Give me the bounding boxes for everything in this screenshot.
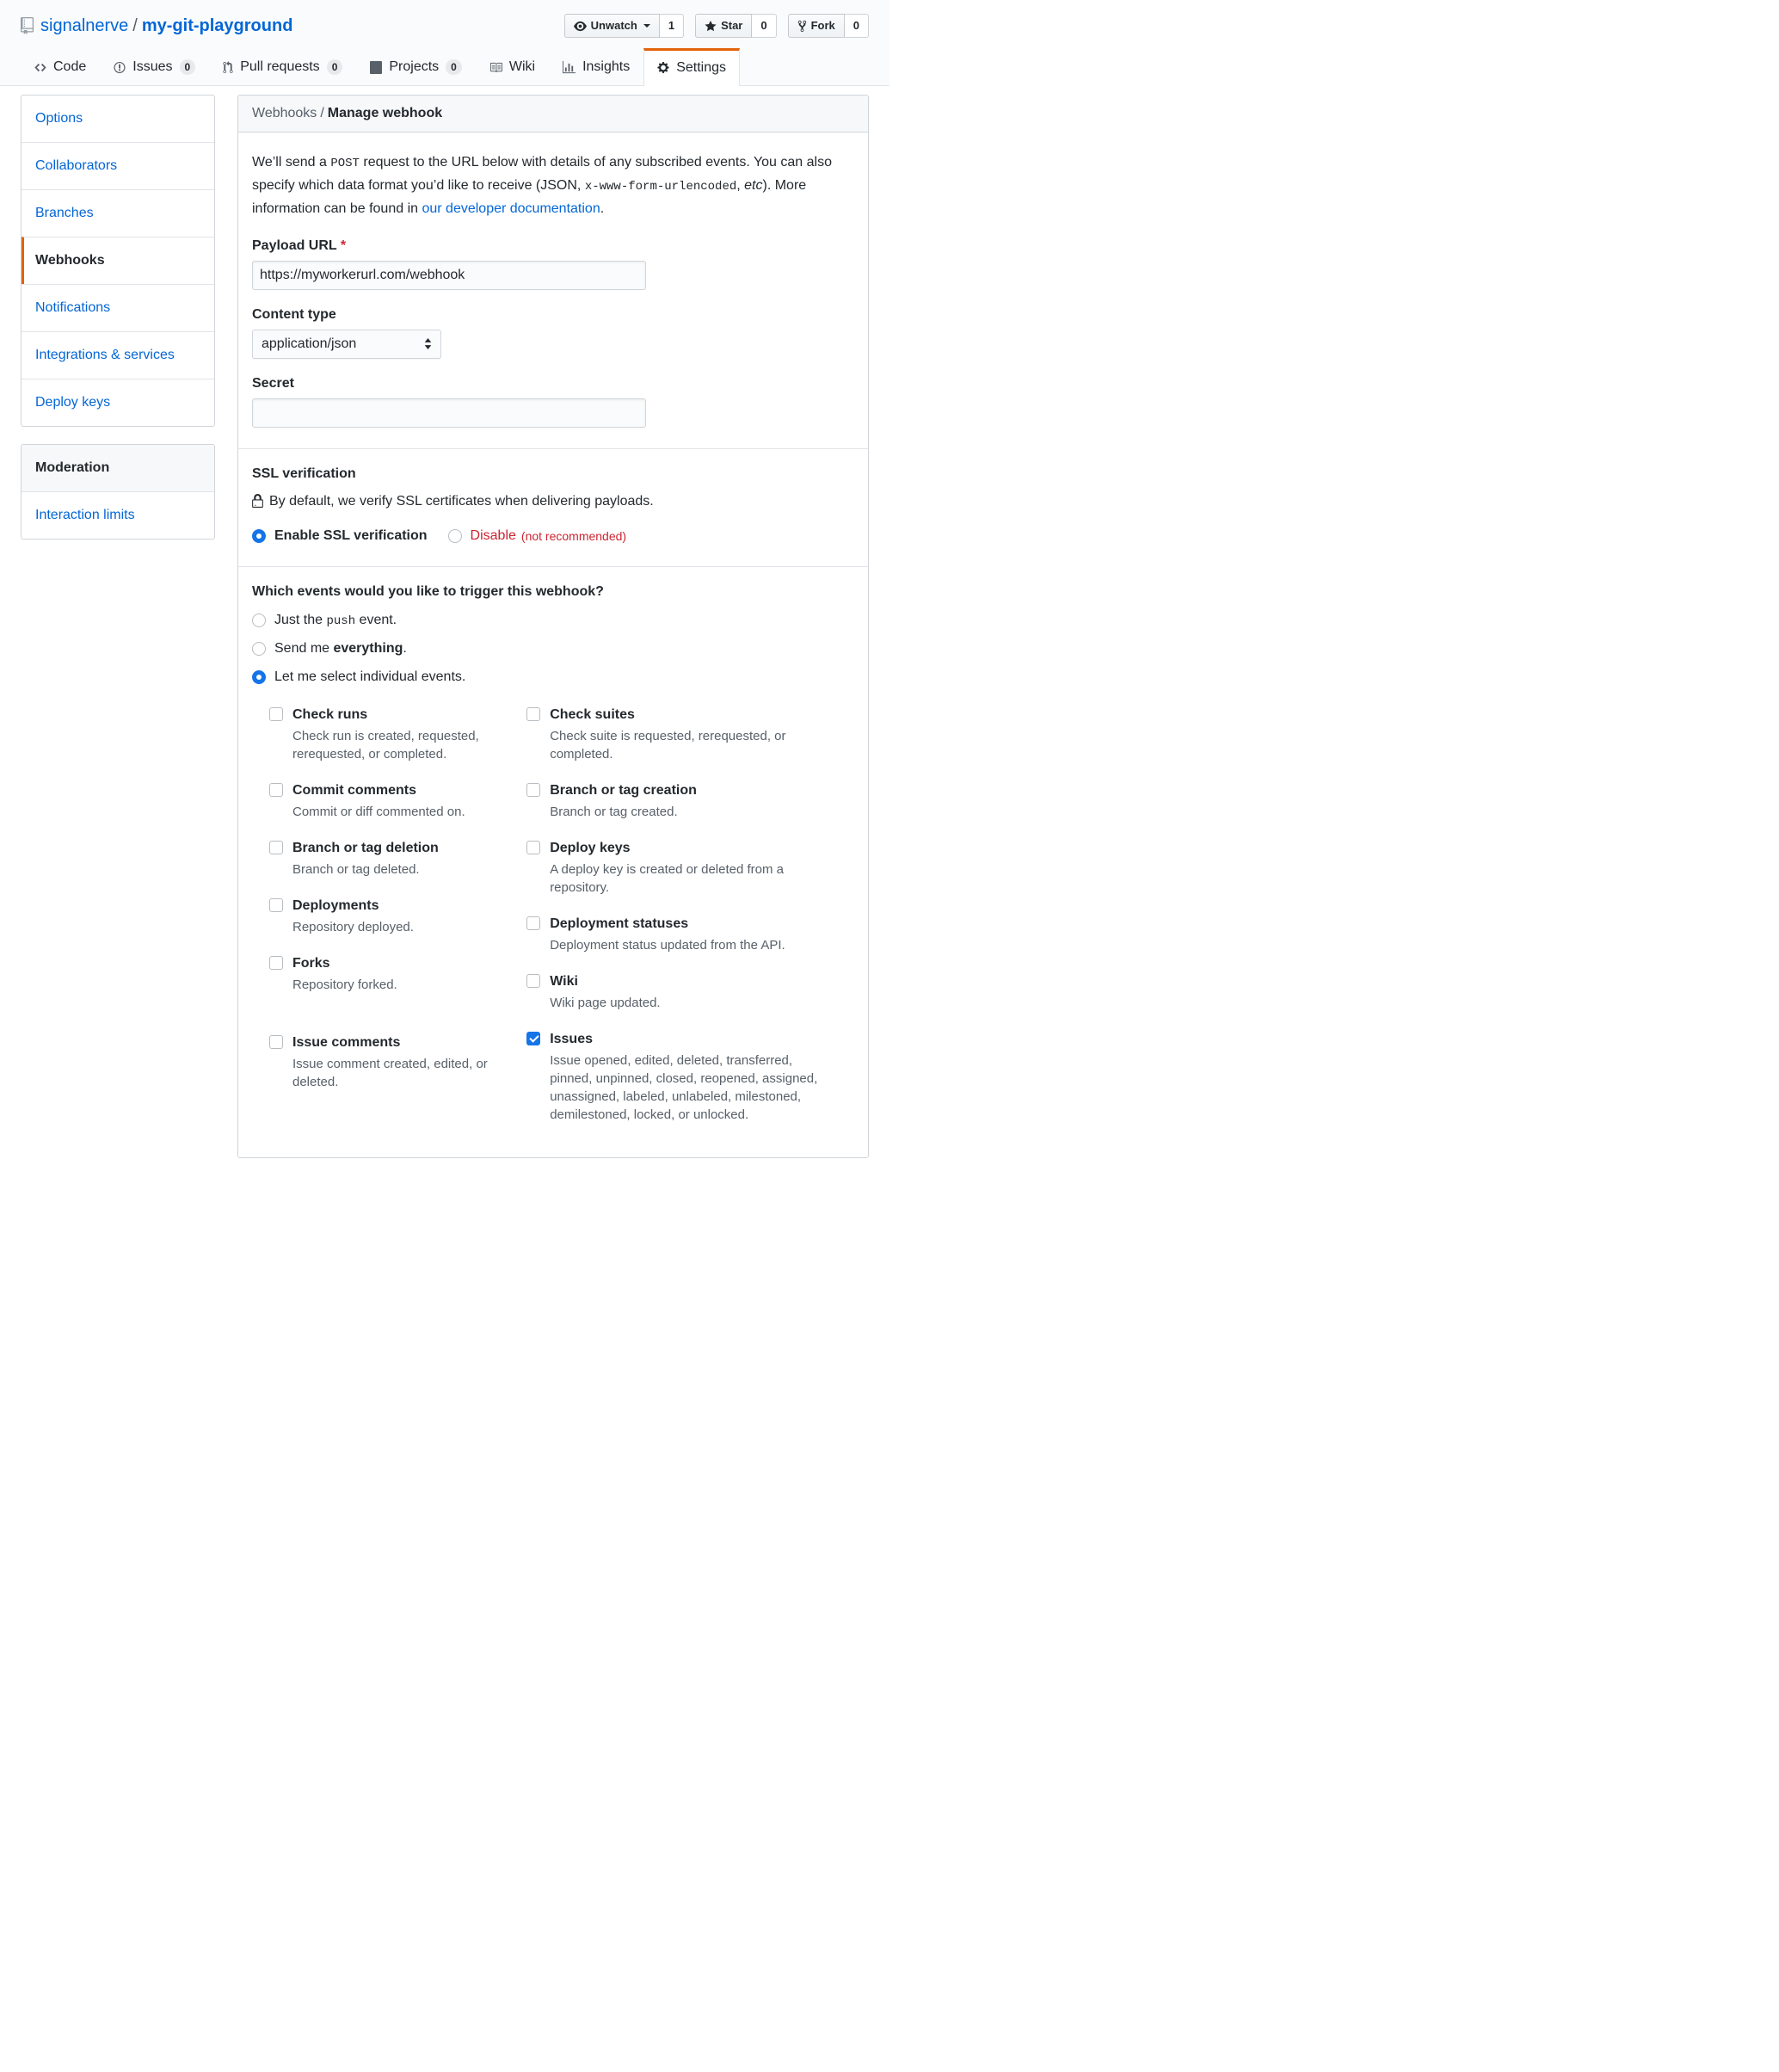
- checkbox-commit-comments[interactable]: [269, 783, 283, 797]
- event-item-commit-comments[interactable]: Commit comments Commit or diff commented on.: [269, 781, 526, 821]
- payload-url-group: [252, 238, 854, 290]
- sidebar-item-collaborators[interactable]: Collaborators: [22, 142, 214, 189]
- breadcrumb-separator: /: [320, 106, 324, 120]
- breadcrumb-webhooks-link[interactable]: Webhooks: [252, 106, 317, 120]
- payload-url-label: Payload URL *: [252, 237, 347, 253]
- repo-pagehead: [0, 0, 890, 86]
- star-icon: [705, 20, 717, 33]
- pull-request-icon: [223, 61, 233, 74]
- repo-actions: [564, 14, 869, 38]
- event-choice-individual[interactable]: Let me select individual events.: [252, 669, 854, 685]
- ssl-note: By default, we verify SSL certificates when delivering payloads.: [252, 494, 854, 509]
- ssl-radio-line: [252, 528, 854, 544]
- event-item-deployment-statuses[interactable]: Deployment statuses Deployment status updated from the API.: [526, 915, 854, 954]
- everything-radio[interactable]: [252, 642, 266, 656]
- tab-settings[interactable]: Settings: [643, 48, 740, 86]
- ssl-heading: SSL verification: [252, 466, 356, 481]
- events-section: [238, 566, 868, 1157]
- webhook-intro: We’ll send a POST request to the URL below with details of any subscribed events. You can also specify which data format you’d like to receive (JSON, x-www-form-urlencoded, etc). More information can be found in our developer documentation.: [252, 155, 832, 216]
- tab-pull-requests[interactable]: Pull requests 0: [209, 48, 356, 85]
- content-type-label: Content type: [252, 306, 336, 322]
- sidebar-item-notifications[interactable]: Notifications: [22, 284, 214, 331]
- gear-icon: [657, 61, 669, 74]
- graph-icon: [563, 61, 576, 74]
- breadcrumb: [238, 96, 868, 133]
- event-item-check-runs[interactable]: Check runs Check run is created, requested, rerequested, or completed.: [269, 706, 526, 763]
- event-item-wiki[interactable]: Wiki Wiki page updated.: [526, 972, 854, 1012]
- event-choice-everything[interactable]: Send me everything.: [252, 641, 854, 657]
- ssl-section: [238, 448, 868, 566]
- required-marker: *: [340, 237, 347, 253]
- fork-button[interactable]: [788, 14, 845, 38]
- stars-count[interactable]: 0: [752, 14, 776, 38]
- disable-ssl-label[interactable]: Disable: [470, 527, 516, 543]
- checkbox-issues[interactable]: [526, 1032, 540, 1045]
- watchers-count[interactable]: 1: [660, 14, 684, 38]
- chevron-down-icon: [643, 24, 650, 31]
- event-item-check-suites[interactable]: Check suites Check suite is requested, rerequested, or completed.: [526, 706, 854, 763]
- tab-issues[interactable]: Issues 0: [100, 48, 209, 85]
- tab-code[interactable]: Code: [21, 48, 100, 85]
- content-type-value: application/json: [262, 336, 357, 351]
- sidebar-item-integrations[interactable]: Integrations & services: [22, 331, 214, 379]
- fork-control: [788, 14, 869, 38]
- tab-insights[interactable]: Insights: [549, 48, 643, 85]
- settings-menu: [21, 95, 215, 427]
- lock-icon: [252, 494, 263, 509]
- sidebar-item-interaction-limits[interactable]: Interaction limits: [22, 491, 214, 539]
- events-heading: Which events would you like to trigger this webhook?: [252, 583, 604, 599]
- sidebar-item-webhooks[interactable]: Webhooks: [22, 237, 214, 284]
- disable-ssl-radio[interactable]: [448, 529, 462, 543]
- event-item-branch-tag-deletion[interactable]: Branch or tag deletion Branch or tag deleted.: [269, 839, 526, 879]
- star-button[interactable]: [695, 14, 752, 38]
- unwatch-button[interactable]: [564, 14, 660, 38]
- checkbox-check-suites[interactable]: [526, 707, 540, 721]
- secret-group: [252, 376, 854, 428]
- project-icon: [370, 61, 382, 74]
- unwatch-label: Unwatch: [590, 19, 637, 32]
- developer-docs-link[interactable]: our developer documentation: [422, 200, 600, 216]
- pull-requests-counter: 0: [327, 59, 343, 75]
- repo-separator: /: [132, 15, 138, 35]
- checkbox-forks[interactable]: [269, 956, 283, 970]
- book-icon: [489, 61, 502, 74]
- secret-input[interactable]: [252, 398, 646, 428]
- code-push: push: [326, 614, 356, 628]
- push-event-radio[interactable]: [252, 614, 266, 627]
- page-title: Manage webhook: [327, 106, 443, 120]
- moderation-menu: [21, 444, 215, 540]
- event-choice-push[interactable]: Just the push event.: [252, 613, 854, 628]
- sidebar-item-deploy-keys[interactable]: Deploy keys: [22, 379, 214, 426]
- event-item-deployments[interactable]: Deployments Repository deployed.: [269, 897, 526, 936]
- checkbox-branch-tag-deletion[interactable]: [269, 841, 283, 854]
- code-icon: [34, 61, 46, 74]
- event-item-issue-comments[interactable]: Issue comments Issue comment created, edited, or deleted.: [269, 1033, 526, 1091]
- code-post: POST: [330, 157, 360, 170]
- enable-ssl-radio[interactable]: [252, 529, 266, 543]
- individual-events-radio[interactable]: [252, 670, 266, 684]
- issue-icon: [114, 61, 126, 74]
- checkbox-check-runs[interactable]: [269, 707, 283, 721]
- issues-counter: 0: [180, 59, 196, 75]
- checkbox-wiki[interactable]: [526, 974, 540, 988]
- content-type-select[interactable]: [252, 330, 441, 359]
- event-item-issues[interactable]: Issues Issue opened, edited, deleted, transferred, pinned, unpinned, closed, reopened, assigned, unassigned, labeled, unlabeled, milestoned, demilestoned, locked, or unlocked.: [526, 1030, 854, 1124]
- watch-control: [564, 14, 684, 38]
- select-arrows-icon: [424, 338, 432, 349]
- disable-ssl-note: (not recommended): [520, 528, 627, 543]
- forks-count[interactable]: 0: [845, 14, 869, 38]
- settings-sidebar: [21, 95, 215, 540]
- moderation-header: Moderation: [22, 445, 214, 491]
- tab-projects[interactable]: Projects 0: [356, 48, 475, 85]
- enable-ssl-label[interactable]: Enable SSL verification: [274, 527, 428, 543]
- star-control: [695, 14, 777, 38]
- repo-owner-link[interactable]: signalnerve: [40, 15, 129, 35]
- event-item-deploy-keys[interactable]: Deploy keys A deploy key is created or deleted from a repository.: [526, 839, 854, 897]
- payload-url-input[interactable]: [252, 261, 646, 290]
- repo-icon: [21, 17, 34, 34]
- event-item-branch-tag-creation[interactable]: Branch or tag creation Branch or tag created.: [526, 781, 854, 821]
- fork-label: Fork: [810, 19, 835, 32]
- eye-icon: [574, 20, 587, 33]
- event-checkbox-list: [269, 706, 854, 1142]
- repo-name-link[interactable]: my-git-playground: [141, 15, 293, 35]
- checkbox-deployment-statuses[interactable]: [526, 916, 540, 930]
- repo-nav: [0, 48, 890, 85]
- checkbox-deployments[interactable]: [269, 898, 283, 912]
- content-type-group: [252, 307, 854, 359]
- star-label: Star: [721, 19, 743, 32]
- repo-title: [21, 16, 292, 36]
- fork-icon: [797, 20, 807, 33]
- sidebar-item-branches[interactable]: Branches: [22, 189, 214, 237]
- sidebar-item-options[interactable]: Options: [35, 111, 83, 126]
- projects-counter: 0: [446, 59, 462, 75]
- code-urlencoded: x-www-form-urlencoded: [584, 179, 737, 194]
- secret-label: Secret: [252, 375, 294, 391]
- checkbox-deploy-keys[interactable]: [526, 841, 540, 854]
- webhook-panel: [237, 95, 869, 1158]
- checkbox-issue-comments[interactable]: [269, 1035, 283, 1049]
- checkbox-branch-tag-creation[interactable]: [526, 783, 540, 797]
- tab-wiki[interactable]: Wiki: [476, 48, 549, 85]
- event-item-forks[interactable]: Forks Repository forked.: [269, 954, 526, 994]
